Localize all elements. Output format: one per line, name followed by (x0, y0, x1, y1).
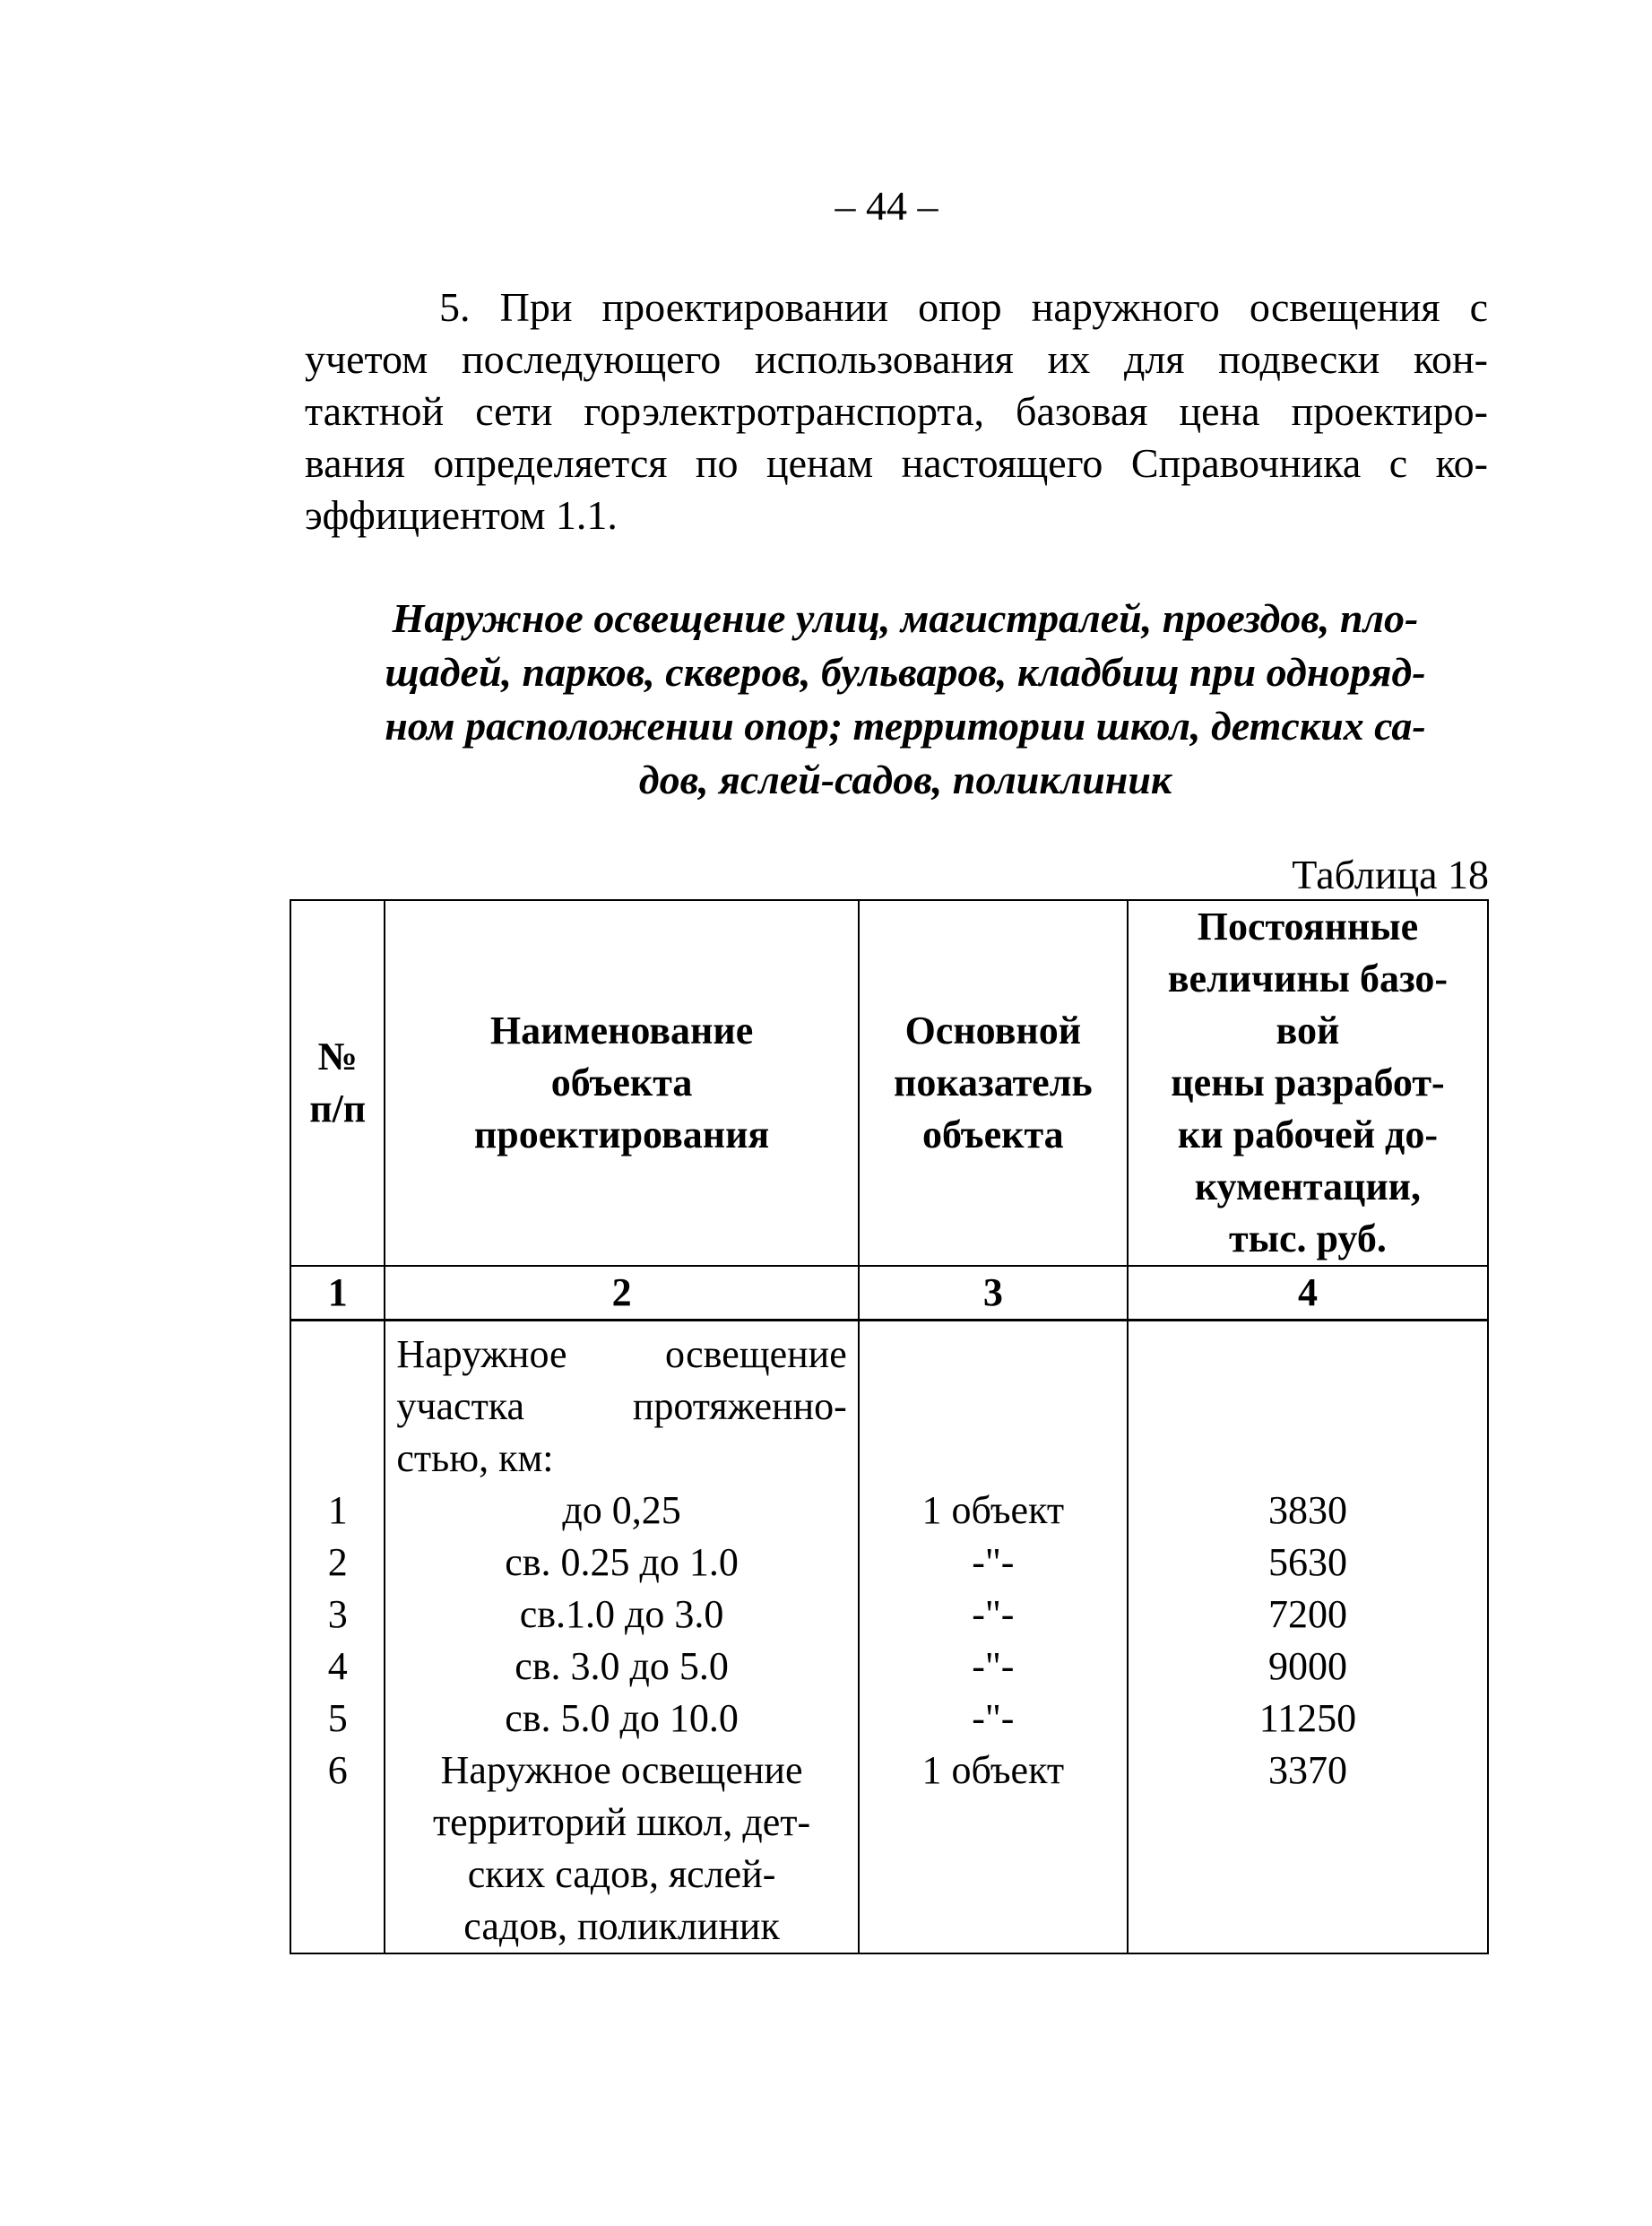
header-line: Наименование (489, 1009, 754, 1052)
header-indicator (859, 900, 1128, 1266)
row-number: 2 (290, 1537, 385, 1589)
group-label-line: участка протяженно- (396, 1384, 847, 1428)
row-name: св. 5.0 до 10.0 (385, 1693, 858, 1745)
column-number: 3 (859, 1266, 1128, 1321)
row-number: 4 (290, 1641, 385, 1693)
row-name-line: Наружное освещение (440, 1748, 803, 1792)
row-indicator: -"- (859, 1589, 1128, 1641)
row-name: св. 0.25 до 1.0 (385, 1537, 858, 1589)
row-price: 11250 (1128, 1693, 1488, 1745)
row-name: св.1.0 до 3.0 (385, 1589, 858, 1641)
heading-line: Наружное освещение улиц, магистралей, проездов, пло- (392, 595, 1419, 641)
header-line: объекта (922, 1113, 1064, 1156)
row-number: 6 (290, 1745, 385, 1953)
row-price: 5630 (1128, 1537, 1488, 1589)
row-name: до 0,25 (385, 1485, 858, 1537)
header-line: ки рабочей до- (1177, 1113, 1438, 1156)
heading-line: дов, яслей-садов, поликлиник (638, 757, 1172, 802)
row-indicator (859, 1321, 1128, 1485)
column-number: 4 (1128, 1266, 1488, 1321)
table-row (290, 1589, 1488, 1641)
row-price: 7200 (1128, 1589, 1488, 1641)
row-number (290, 1321, 385, 1485)
header-price (1128, 900, 1488, 1266)
header-line: п/п (309, 1087, 367, 1130)
header-line: величины базо- (1167, 957, 1449, 1000)
header-object-name (385, 900, 858, 1266)
column-number-row (290, 1266, 1488, 1321)
paragraph-line: вания определяется по ценам настоящего Справочника с ко- (305, 440, 1488, 486)
row-price: 3830 (1128, 1485, 1488, 1537)
body-paragraph (305, 281, 1488, 541)
row-name: св. 3.0 до 5.0 (385, 1641, 858, 1693)
header-number (290, 900, 385, 1266)
row-number: 5 (290, 1693, 385, 1745)
header-line: Основной (904, 1009, 1082, 1052)
row-price: 3370 (1128, 1745, 1488, 1953)
section-heading (323, 592, 1488, 807)
table-row (290, 1485, 1488, 1537)
header-line: № (317, 1035, 358, 1078)
group-label-line: Наружное освещение (396, 1332, 847, 1376)
header-line: Постоянные (1197, 905, 1419, 948)
row-indicator: 1 объект (859, 1485, 1128, 1537)
heading-line: щадей, парков, скверов, бульваров, кладбищ при одноряд- (385, 649, 1426, 695)
column-number: 2 (385, 1266, 858, 1321)
header-line: показатель (893, 1061, 1093, 1104)
header-line: объекта (550, 1061, 693, 1104)
row-number: 3 (290, 1589, 385, 1641)
row-name-line: территорий школ, дет- (432, 1800, 811, 1844)
row-price: 9000 (1128, 1641, 1488, 1693)
paragraph-line: эффициентом 1.1. (305, 492, 618, 538)
group-label-line: стью, км: (396, 1436, 554, 1480)
header-line: вой (1276, 1009, 1340, 1052)
header-line: проектирования (473, 1113, 770, 1156)
row-name-line: ских садов, яслей- (467, 1852, 776, 1896)
header-line: тыс. руб. (1229, 1217, 1387, 1260)
row-name-line: садов, поликлиник (463, 1904, 780, 1948)
header-line: цены разработ- (1171, 1061, 1445, 1104)
paragraph-line: 5. При проектировании опор наружного освещения с (439, 284, 1488, 330)
group-row (290, 1321, 1488, 1485)
table-caption: Таблица 18 (1292, 852, 1489, 897)
table-row (290, 1745, 1488, 1953)
table-row (290, 1693, 1488, 1745)
row-indicator: 1 объект (859, 1745, 1128, 1953)
table-header-row (290, 900, 1488, 1266)
row-indicator: -"- (859, 1693, 1128, 1745)
column-number: 1 (290, 1266, 385, 1321)
paragraph-line: учетом последующего использования их для подвески кон- (305, 336, 1488, 382)
price-table (290, 899, 1489, 1954)
paragraph-line: тактной сети горэлектротранспорта, базовая цена проектиро- (305, 388, 1488, 434)
row-indicator: -"- (859, 1641, 1128, 1693)
table-row (290, 1537, 1488, 1589)
row-price (1128, 1321, 1488, 1485)
row-name (385, 1745, 858, 1953)
header-line: кументации, (1194, 1165, 1422, 1208)
heading-line: ном расположении опор; территории школ, детских са- (385, 703, 1426, 749)
group-label (385, 1321, 858, 1485)
row-number: 1 (290, 1485, 385, 1537)
page-number: – 44 – (835, 183, 938, 229)
table-row (290, 1641, 1488, 1693)
row-indicator: -"- (859, 1537, 1128, 1589)
